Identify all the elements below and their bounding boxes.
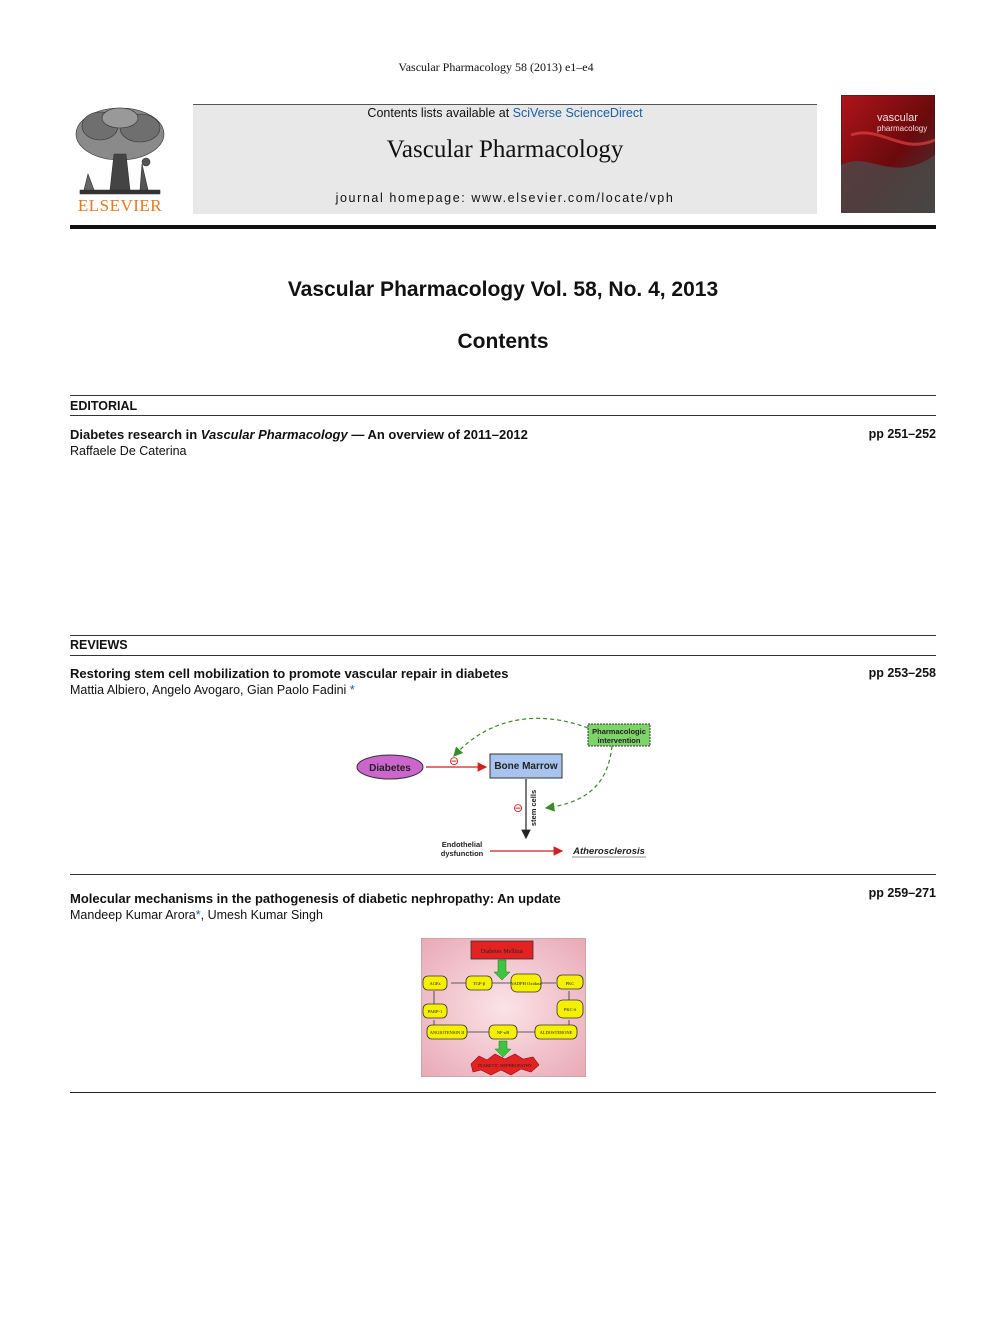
figure-node-label: PKC-δ — [563, 1007, 577, 1012]
journal-cover-image[interactable] — [841, 95, 935, 213]
graphical-abstract-stem-cell[interactable] — [350, 712, 660, 864]
article-pages: pp 251–252 — [868, 427, 936, 441]
cover-title: vascular — [877, 112, 918, 124]
figure-node-label: AGEs — [429, 981, 441, 986]
article-authors: Raffaele De Caterina — [70, 444, 187, 458]
journal-title: Vascular Pharmacology — [386, 136, 624, 163]
figure-node-label: NF-κB — [496, 1030, 510, 1035]
minus-symbol: ⊖ — [448, 754, 460, 768]
journal-homepage-link[interactable]: journal homepage: www.elsevier.com/locate/vph — [335, 191, 675, 205]
article-title-nephropathy[interactable]: Molecular mechanisms in the pathogenesis of diabetic nephropathy: An update — [70, 891, 561, 906]
authors-text: Mandeep Kumar Arora — [70, 908, 196, 922]
article-title-editorial[interactable] — [70, 427, 528, 442]
figure-node-label: NADPH Oxidase — [510, 981, 542, 986]
section-rule-top — [70, 635, 936, 636]
article-pages: pp 253–258 — [868, 666, 936, 680]
contents-heading: Contents — [457, 330, 549, 353]
graphical-abstract-nephropathy[interactable] — [421, 938, 586, 1077]
footer-rule — [70, 1092, 936, 1093]
section-rule-top — [70, 395, 936, 396]
sciencedirect-link[interactable]: SciVerse ScienceDirect — [512, 106, 643, 120]
section-rule-bottom — [70, 415, 936, 416]
endothelial-label-1: Endothelial — [441, 840, 483, 849]
article-authors — [70, 683, 355, 697]
article-divider — [70, 874, 936, 875]
section-rule-bottom — [70, 655, 936, 656]
elsevier-wordmark[interactable]: ELSEVIER — [77, 196, 163, 215]
article-pages: pp 259–271 — [868, 886, 936, 900]
header-rule — [70, 225, 936, 229]
authors-text: Mattia Albiero, Angelo Avogaro, Gian Paolo Fadini — [70, 683, 347, 697]
title-part: — An overview of 2011–2012 — [347, 427, 528, 442]
diabetes-mellitus-label: Diabetes Mellitus — [480, 949, 524, 955]
stem-cells-label: stem cells — [529, 789, 538, 827]
section-label-editorial: EDITORIAL — [70, 399, 138, 413]
figure-node-label: PARP-1 — [427, 1009, 443, 1014]
contents-prefix: Contents lists available at — [367, 106, 513, 120]
figure-node-label: PKC — [565, 981, 575, 986]
minus-symbol: ⊖ — [512, 801, 524, 815]
cover-subtitle: pharmacology — [877, 124, 928, 133]
running-head: Vascular Pharmacology 58 (2013) e1–e4 — [398, 60, 594, 74]
diabetic-nephropathy-label: DIABETIC NEPHROPATHY — [477, 1063, 533, 1068]
figure-node-label: ANGIOTENSIN II — [429, 1030, 465, 1035]
atherosclerosis-label: Atherosclerosis — [573, 846, 645, 857]
figure-node-label: TGF-β — [472, 981, 486, 986]
bone-marrow-label: Bone Marrow — [494, 761, 558, 772]
title-part: Diabetes research in — [70, 427, 201, 442]
corresponding-author-star[interactable]: * — [195, 908, 201, 922]
article-title-stem-cell[interactable]: Restoring stem cell mobilization to promote vascular repair in diabetes — [70, 666, 509, 681]
corresponding-author-star[interactable]: * — [349, 683, 355, 697]
pharma-label-2: intervention — [597, 736, 641, 745]
figure-node-label: ALDOSTERONE — [539, 1030, 573, 1035]
contents-availability-line — [193, 106, 817, 120]
endothelial-label-2: dysfunction — [440, 849, 484, 858]
article-authors — [70, 908, 323, 922]
title-italic-part: Vascular Pharmacology — [200, 427, 348, 442]
diabetes-label: Diabetes — [369, 763, 411, 774]
pharma-arrow-to-diabetes — [454, 718, 588, 756]
issue-title: Vascular Pharmacology Vol. 58, No. 4, 2013 — [287, 278, 719, 301]
section-label-reviews: REVIEWS — [70, 638, 128, 652]
authors-text: , Umesh Kumar Singh — [200, 908, 323, 922]
pharma-label-1: Pharmacologic — [592, 727, 646, 736]
